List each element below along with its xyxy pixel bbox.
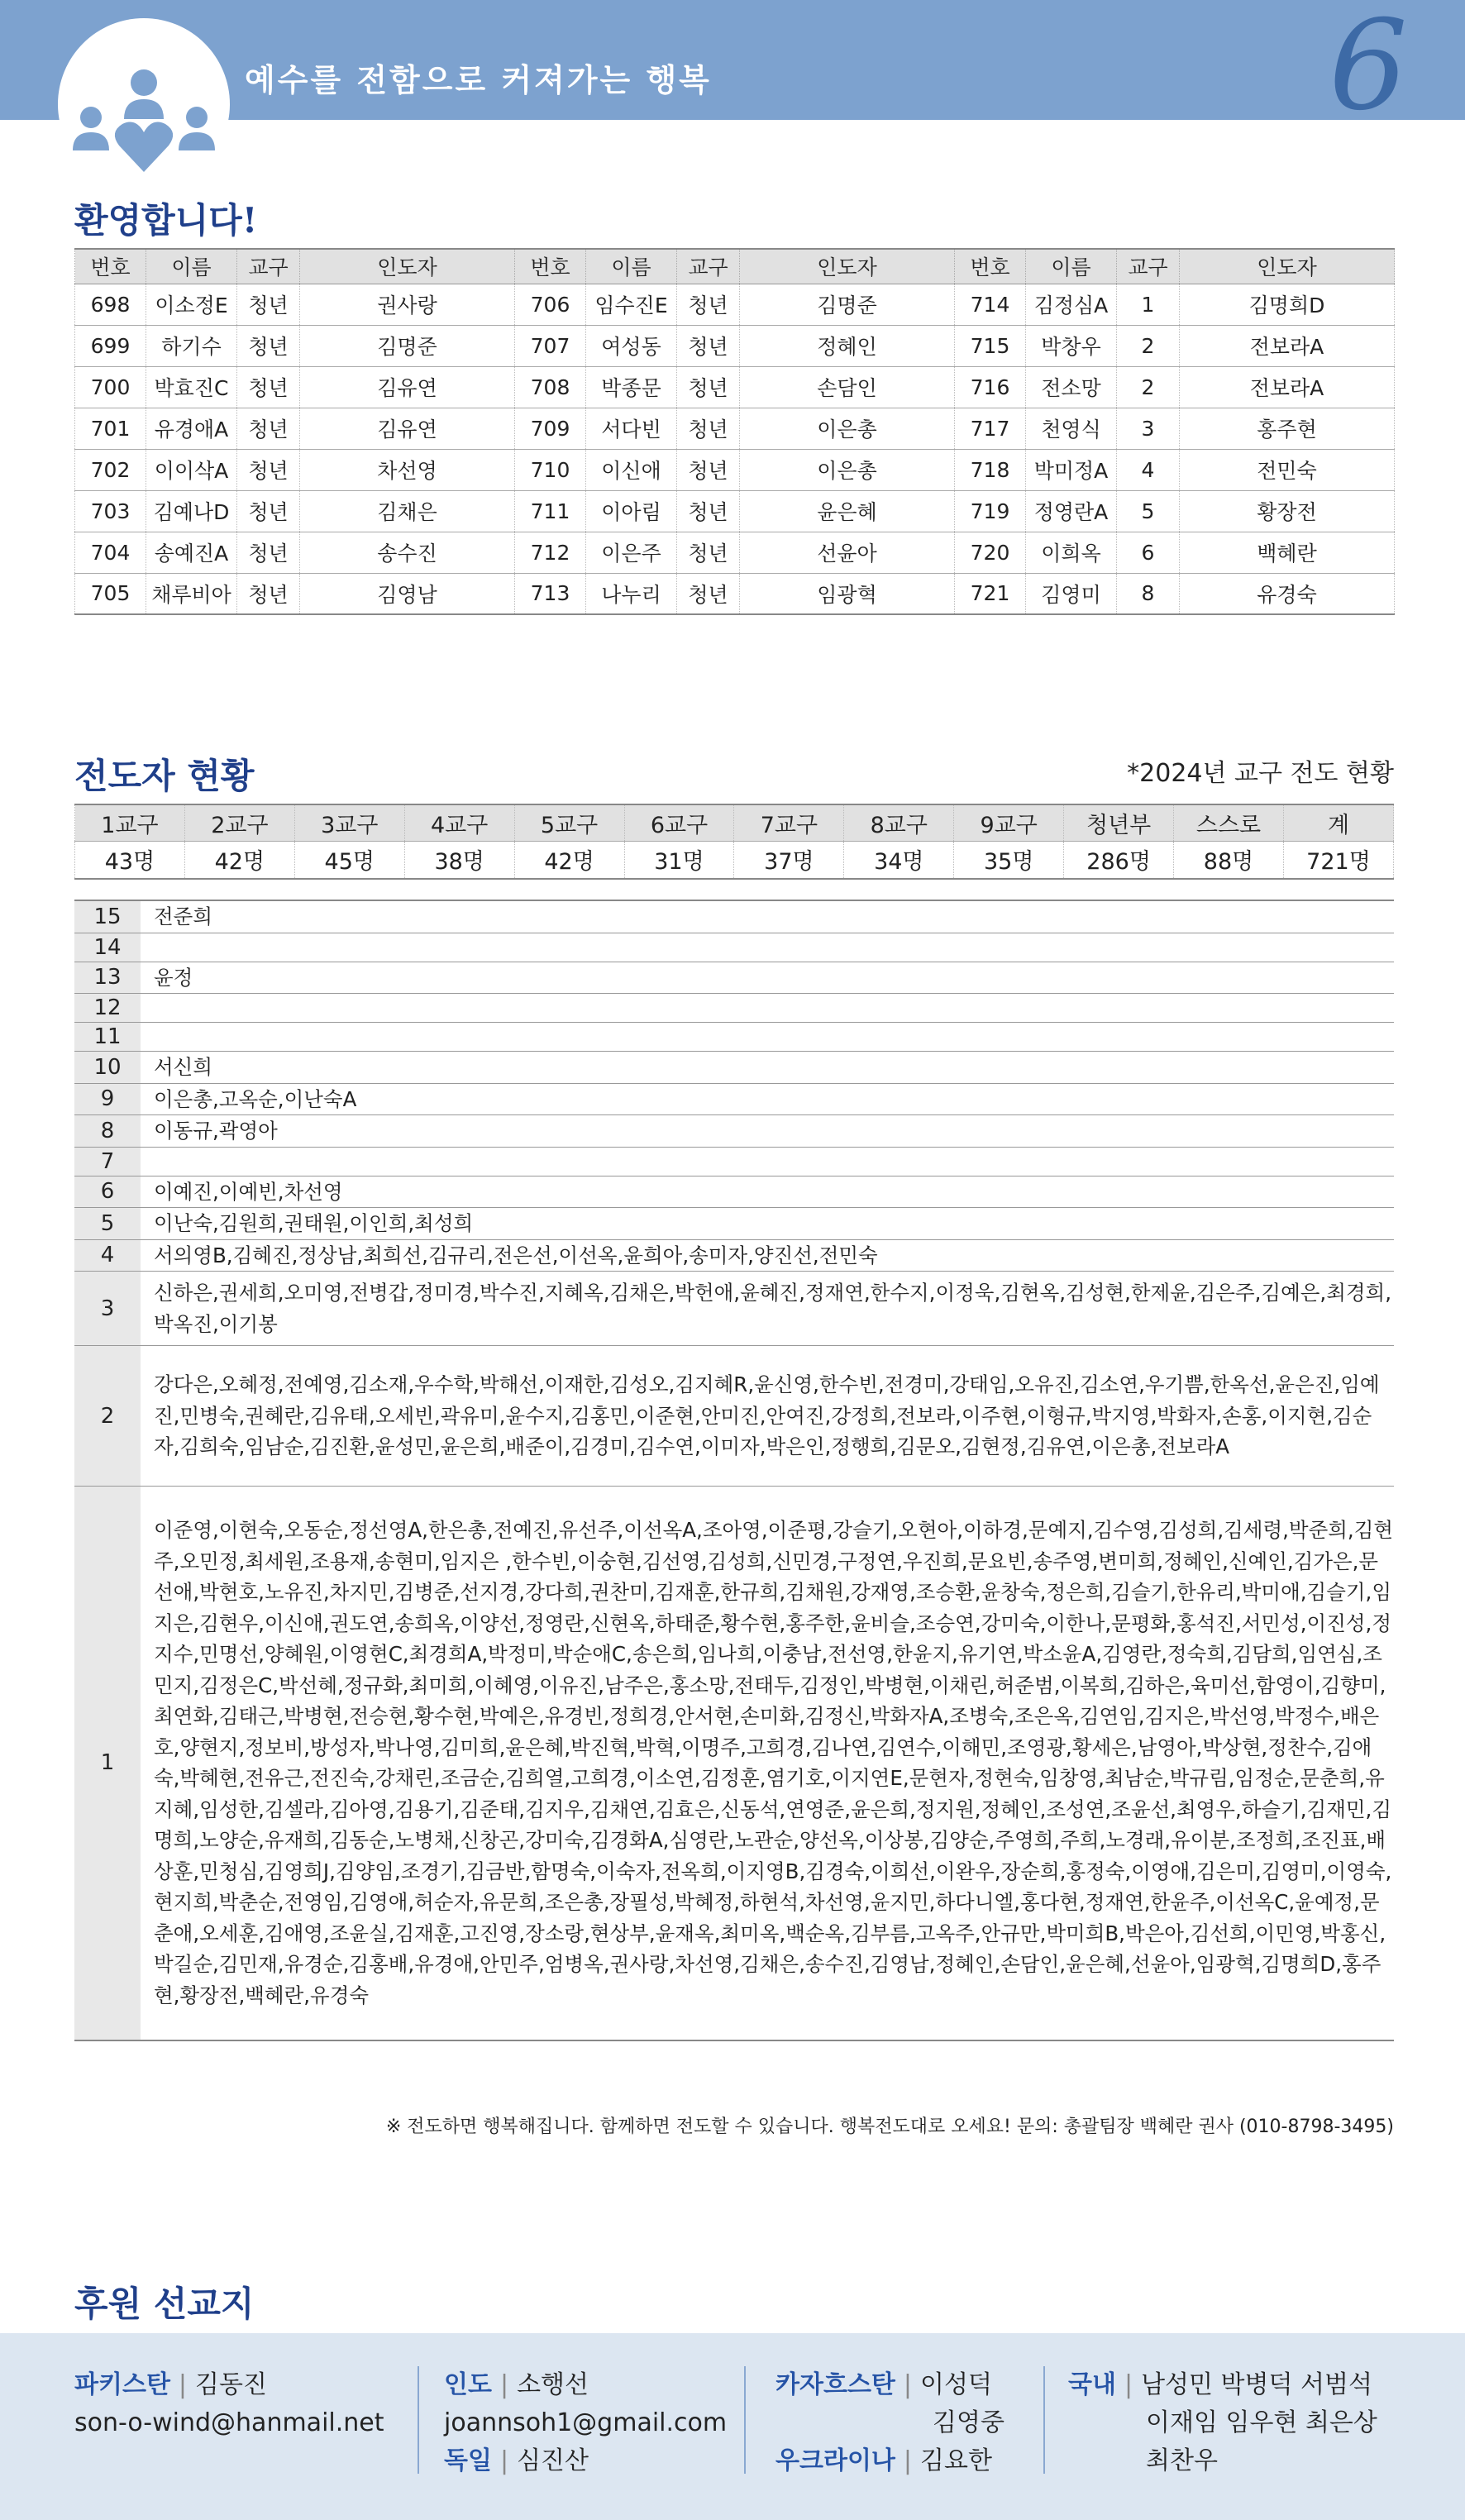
rank-row (74, 1346, 1394, 1487)
table-cell: 청년 (677, 284, 740, 325)
welcome-table (74, 248, 1395, 615)
column-header: 이름 (146, 249, 237, 284)
page-number: 6 (1329, 0, 1408, 138)
table-cell: 청년 (237, 490, 300, 532)
rank-names: 윤정 (141, 962, 1394, 994)
table-cell: 704 (75, 532, 146, 573)
table-cell: 709 (515, 408, 586, 449)
table-cell: 청년 (677, 408, 740, 449)
missionary-name: 소행선 (517, 2370, 589, 2399)
missionary-name: 남성민 박병덕 서범석 (1141, 2370, 1372, 2399)
table-cell: 청년 (677, 573, 740, 614)
table-cell: 720 (955, 532, 1026, 573)
table-cell: 나누리 (586, 573, 677, 614)
table-cell: 박창우 (1026, 325, 1117, 366)
district-count: 42명 (184, 841, 294, 879)
table-cell: 윤은혜 (740, 490, 955, 532)
table-cell: 705 (75, 573, 146, 614)
rank-row (74, 1239, 1394, 1272)
mission-country: 파키스탄 (74, 2370, 170, 2399)
district-header: 5교구 (514, 804, 624, 841)
table-cell: 715 (955, 325, 1026, 366)
missionary-name: 최찬우 (1146, 2446, 1218, 2475)
column-divider (1043, 2366, 1045, 2474)
rank-row (74, 1147, 1394, 1176)
table-cell: 김정심A (1026, 284, 1117, 325)
table-row (75, 366, 1395, 408)
table-cell: 3 (1117, 408, 1180, 449)
table-row (75, 490, 1395, 532)
table-cell: 1 (1117, 284, 1180, 325)
table-cell: 6 (1117, 532, 1180, 573)
district-count: 37명 (734, 841, 844, 879)
rank-row (74, 1176, 1394, 1208)
mission-country: 국내 (1068, 2370, 1116, 2399)
table-cell: 이아림 (586, 490, 677, 532)
table-cell: 이신애 (586, 449, 677, 490)
rank-names (141, 994, 1394, 1023)
missionaries-panel (0, 2333, 1465, 2520)
mission-domestic: 국내 | 남성민 박병덕 서범석 이재임 임우현 최은상 최찬우 (1068, 2366, 1377, 2480)
rank-level: 9 (74, 1083, 141, 1115)
table-cell: 698 (75, 284, 146, 325)
table-cell: 송수진 (300, 532, 515, 573)
rank-names: 서의영B,김혜진,정상남,최희선,김규리,전은선,이선옥,윤희아,송미자,양진선,전민숙 (141, 1239, 1394, 1272)
rank-level: 11 (74, 1023, 141, 1052)
column-header: 교구 (1117, 249, 1180, 284)
rank-names: 전준희 (141, 900, 1394, 933)
rank-level: 13 (74, 962, 141, 994)
rank-names: 이예진,이예빈,차선영 (141, 1176, 1394, 1208)
table-cell: 김명희D (1180, 284, 1395, 325)
table-cell: 홍주현 (1180, 408, 1395, 449)
column-divider (418, 2366, 419, 2474)
missionary-name: 김영중 (933, 2408, 1005, 2437)
district-count: 721명 (1283, 841, 1393, 879)
table-cell: 710 (515, 449, 586, 490)
district-count: 88명 (1174, 841, 1284, 879)
district-header: 청년부 (1064, 804, 1174, 841)
rank-row (74, 1272, 1394, 1346)
column-header: 인도자 (1180, 249, 1395, 284)
table-cell: 박효진C (146, 366, 237, 408)
mission-country: 우크라이나 (775, 2446, 895, 2475)
table-cell: 701 (75, 408, 146, 449)
rank-level: 7 (74, 1147, 141, 1176)
rank-names: 이준영,이현숙,오동순,정선영A,한은총,전예진,유선주,이선옥A,조아영,이준평,강슬기,오현아,이하경,문예지,김수영,김성희,김세령,박준희,김현주,오민정,최세원,조용재,송현미,임지은 ,한수빈,이숭현,김선영,김성희,신민경,구정연,우진희,문요빈,송주영,변미희,정혜인,신예인,김가은,문선애,박현호,노유진,차지민,김병준,선지경,강다희,권찬미,김재훈,한규희,김채원,강재영,조승환,윤창숙,정은희,김슬기,한유리,박미애,김슬기,임지은,김현우,이신애,권도연,송희옥,이양선,정영란,신현옥,하태준,황수현,홍주한,윤비슬,조승연,강미숙,이한나,문평화,홍석진,서민성,이진성,정지수,민명선,양혜원,이영현C,최경희A,박정미,박순애C,송은희,임나희,이충남,전선영,한윤지,유기연,박소윤A,김영란,정숙희,김담희,임연심,조민지,김정은C,박선혜,정규화,최미희,이혜영,이유진,남주은,홍소망,전태두,김정인,박병현,이채린,허준범,이복희,김하은,육미선,함영이,김향미,최연화,김태근,박병현,전승현,황수현,박예은,유경빈,정희경,안서현,손미화,김정신,박화자A,조병숙,조은옥,김연임,김지은,박선영,박정수,배은호,양현지,정보비,방성자,박나영,김미희,윤은혜,박진혁,박혁,이명주,고희경,김나연,김연수,이해민,조영광,황세은,남영아,박상현,정찬수,김애숙,박혜현,전유근,전진숙,강채린,조금순,김희열,고희경,이소연,김정훈,염기호,이지연E,문현자,정현숙,임창영,최남순,박규림,임정순,문춘희,유지혜,임성한,김셀라,김아영,김용기,김준태,김지우,김채연,김효은,신동석,연영준,윤은희,정지원,정혜인,조성연,조윤선,최영우,하슬기,김재민,김명희,노양순,유재희,김동순,노병채,신창곤,강미숙,김경화A,심영란,노관순,양선옥,이상봉,김양순,주영희,주희,노경래,유이분,조정희,조진표,배상훈,민청심,김영희J,김양임,조경기,김금반,함명숙,이숙자,전옥희,이지영B,김경숙,이희선,이완우,장순희,홍정숙,이영애,김은미,김영미,이영숙,현지희,박춘순,전영임,김영애,허순자,유문희,조은총,장필성,박혜정,하현석,차선영,윤지민,하다니엘,홍다현,정재연,한윤주,이선옥C,윤예정,문춘애,오세훈,김애영,조윤실,김재훈,고진영,장소랑,현상부,윤재옥,최미옥,백순옥,김부름,고옥주,안규만,박미희B,박은아,김선희,이민영,박홍신,박길순,김민재,유경순,김홍배,유경애,안민주,엄병옥,권사랑,차선영,김채은,송수진,김영남,정혜인,손담인,윤은혜,선윤아,임광혁,김명희D,홍주현,황장전,백혜란,유경숙 (141, 1487, 1394, 2040)
table-cell: 699 (75, 325, 146, 366)
table-cell: 이은총 (740, 408, 955, 449)
summary-header-row (75, 804, 1394, 841)
district-header: 6교구 (624, 804, 734, 841)
rank-row (74, 1115, 1394, 1148)
rank-level: 2 (74, 1346, 141, 1487)
table-row (75, 532, 1395, 573)
table-cell: 2 (1117, 325, 1180, 366)
rank-row (74, 900, 1394, 933)
table-cell: 김유연 (300, 366, 515, 408)
mission-country: 카자흐스탄 (775, 2370, 895, 2399)
table-cell: 하기수 (146, 325, 237, 366)
table-cell: 4 (1117, 449, 1180, 490)
table-cell: 권사랑 (300, 284, 515, 325)
table-cell: 김영남 (300, 573, 515, 614)
table-cell: 손담인 (740, 366, 955, 408)
district-count: 42명 (514, 841, 624, 879)
rank-level: 14 (74, 933, 141, 962)
district-count: 31명 (624, 841, 734, 879)
rank-row (74, 994, 1394, 1023)
table-row (75, 408, 1395, 449)
table-cell: 김영미 (1026, 573, 1117, 614)
table-cell: 송예진A (146, 532, 237, 573)
rank-level: 5 (74, 1208, 141, 1240)
table-cell: 여성동 (586, 325, 677, 366)
table-cell: 청년 (677, 366, 740, 408)
welcome-header-row (75, 249, 1395, 284)
table-cell: 임광혁 (740, 573, 955, 614)
table-cell: 유경숙 (1180, 573, 1395, 614)
district-header: 4교구 (404, 804, 514, 841)
table-cell: 선윤아 (740, 532, 955, 573)
district-header: 3교구 (294, 804, 404, 841)
table-cell: 707 (515, 325, 586, 366)
district-header: 1교구 (75, 804, 185, 841)
table-cell: 청년 (237, 284, 300, 325)
district-summary-table (74, 804, 1394, 880)
table-cell: 713 (515, 573, 586, 614)
table-cell: 정영란A (1026, 490, 1117, 532)
table-cell: 청년 (677, 449, 740, 490)
table-cell: 2 (1117, 366, 1180, 408)
table-cell: 721 (955, 573, 1026, 614)
missionary-email: joannsoh1@gmail.com (444, 2408, 728, 2437)
rank-names: 이난숙,김원희,권태원,이인희,최성희 (141, 1208, 1394, 1240)
table-cell: 702 (75, 449, 146, 490)
district-count: 38명 (404, 841, 514, 879)
rank-row (74, 962, 1394, 994)
table-cell: 이이삭A (146, 449, 237, 490)
column-header: 이름 (1026, 249, 1117, 284)
table-cell: 청년 (677, 490, 740, 532)
mission-india-germany: 인도 | 소행선 joannsoh1@gmail.com 독일 | 심진산 (444, 2370, 728, 2475)
table-cell: 김명준 (300, 325, 515, 366)
table-cell: 청년 (237, 449, 300, 490)
column-header: 인도자 (740, 249, 955, 284)
table-cell: 청년 (237, 573, 300, 614)
table-cell: 716 (955, 366, 1026, 408)
rank-names: 이동규,곽영아 (141, 1115, 1394, 1148)
rank-level: 15 (74, 900, 141, 933)
table-cell: 5 (1117, 490, 1180, 532)
header-title: 예수를 전함으로 커져가는 행복 (245, 62, 712, 98)
table-cell: 채루비아 (146, 573, 237, 614)
table-cell: 박종문 (586, 366, 677, 408)
column-header: 번호 (75, 249, 146, 284)
table-cell: 황장전 (1180, 490, 1395, 532)
mission-kazakhstan-ukraine: 카자흐스탄 | 이성덕 김영중 우크라이나 | 김요한 (775, 2370, 1005, 2475)
rank-names (141, 1147, 1394, 1176)
district-count: 286명 (1064, 841, 1174, 879)
rank-row (74, 1083, 1394, 1115)
table-cell: 전민숙 (1180, 449, 1395, 490)
column-header: 인도자 (300, 249, 515, 284)
table-cell: 청년 (237, 366, 300, 408)
table-row (75, 325, 1395, 366)
table-cell: 청년 (237, 408, 300, 449)
table-cell: 유경애A (146, 408, 237, 449)
rank-row (74, 1487, 1394, 2040)
column-header: 번호 (515, 249, 586, 284)
family-heart-icon (58, 58, 230, 182)
table-cell: 청년 (237, 325, 300, 366)
table-cell: 차선영 (300, 449, 515, 490)
table-cell: 이소정E (146, 284, 237, 325)
missionary-email: son-o-wind@hanmail.net (74, 2408, 384, 2437)
district-count: 35명 (954, 841, 1064, 879)
mission-country: 독일 (444, 2446, 492, 2475)
table-cell: 711 (515, 490, 586, 532)
missionary-name: 김동진 (195, 2370, 267, 2399)
evangelist-rank-table (74, 900, 1394, 2041)
table-cell: 이은총 (740, 449, 955, 490)
district-count: 43명 (75, 841, 185, 879)
table-row (75, 284, 1395, 325)
table-cell: 714 (955, 284, 1026, 325)
table-cell: 임수진E (586, 284, 677, 325)
district-header: 7교구 (734, 804, 844, 841)
rank-level: 1 (74, 1487, 141, 2040)
missionary-name: 김요한 (920, 2446, 992, 2475)
table-cell: 전소망 (1026, 366, 1117, 408)
column-divider (744, 2366, 746, 2474)
table-row (75, 449, 1395, 490)
rank-level: 4 (74, 1239, 141, 1272)
table-cell: 천영식 (1026, 408, 1117, 449)
column-header: 교구 (677, 249, 740, 284)
rank-names: 신하은,권세희,오미영,전병갑,정미경,박수진,지혜옥,김채은,박헌애,윤혜진,정재연,한수지,이정욱,김현옥,김성현,한제윤,김은주,김예은,최경희,박옥진,이기봉 (141, 1272, 1394, 1346)
rank-names: 서신희 (141, 1052, 1394, 1084)
rank-row (74, 1052, 1394, 1084)
evangelists-year-note: *2024년 교구 전도 현황 (1127, 759, 1394, 788)
table-row (75, 573, 1395, 614)
table-cell: 전보라A (1180, 366, 1395, 408)
district-header: 2교구 (184, 804, 294, 841)
table-cell: 700 (75, 366, 146, 408)
table-cell: 김유연 (300, 408, 515, 449)
welcome-heading: 환영합니다! (74, 200, 258, 241)
rank-row (74, 933, 1394, 962)
rank-row (74, 1023, 1394, 1052)
table-cell: 청년 (677, 325, 740, 366)
evangelism-footer-note: ※ 전도하면 행복해집니다. 함께하면 전도할 수 있습니다. 행복전도대로 오세요! 문의: 총괄팀장 백혜란 권사 (010-8798-3495) (385, 2117, 1394, 2137)
table-cell: 718 (955, 449, 1026, 490)
table-cell: 703 (75, 490, 146, 532)
column-header: 번호 (955, 249, 1026, 284)
rank-level: 10 (74, 1052, 141, 1084)
rank-level: 3 (74, 1272, 141, 1346)
table-cell: 전보라A (1180, 325, 1395, 366)
table-cell: 717 (955, 408, 1026, 449)
column-header: 교구 (237, 249, 300, 284)
evangelists-heading: 전도자 현황 (74, 756, 255, 796)
summary-value-row (75, 841, 1394, 879)
table-cell: 이희옥 (1026, 532, 1117, 573)
district-header: 8교구 (844, 804, 954, 841)
rank-level: 6 (74, 1176, 141, 1208)
rank-names: 이은총,고옥순,이난숙A (141, 1083, 1394, 1115)
table-cell: 708 (515, 366, 586, 408)
mission-pakistan: 파키스탄 | 김동진 son-o-wind@hanmail.net (74, 2366, 384, 2442)
table-cell: 8 (1117, 573, 1180, 614)
column-header: 이름 (586, 249, 677, 284)
table-cell: 이은주 (586, 532, 677, 573)
rank-names (141, 933, 1394, 962)
table-cell: 청년 (237, 532, 300, 573)
rank-level: 8 (74, 1115, 141, 1148)
table-cell: 김채은 (300, 490, 515, 532)
district-header: 계 (1283, 804, 1393, 841)
missionary-name: 이재임 임우현 최은상 (1146, 2408, 1377, 2437)
table-cell: 청년 (677, 532, 740, 573)
table-cell: 712 (515, 532, 586, 573)
district-count: 34명 (844, 841, 954, 879)
rank-names: 강다은,오혜정,전예영,김소재,우수학,박해선,이재한,김성오,김지혜R,윤신영,한수빈,전경미,강태임,오유진,김소연,우기쁨,한옥선,윤은진,임예진,민병숙,권혜란,김유태,오세빈,곽유미,윤수지,김홍민,이준현,안미진,안여진,강정희,전보라,이주현,이형규,박지영,박화자,손홍,이지현,김순자,김희숙,임남순,김진환,윤성민,윤은희,배준이,김경미,김수연,이미자,박은인,정행희,김문오,김현정,김유연,이은총,전보라A (141, 1346, 1394, 1487)
missionaries-heading: 후원 선교지 (74, 2284, 255, 2324)
table-cell: 서다빈 (586, 408, 677, 449)
district-count: 45명 (294, 841, 404, 879)
missionary-name: 심진산 (517, 2446, 589, 2475)
rank-row (74, 1208, 1394, 1240)
table-cell: 719 (955, 490, 1026, 532)
rank-level: 12 (74, 994, 141, 1023)
district-header: 스스로 (1174, 804, 1284, 841)
missionary-name: 이성덕 (920, 2370, 992, 2399)
table-cell: 박미정A (1026, 449, 1117, 490)
district-header: 9교구 (954, 804, 1064, 841)
mission-country: 인도 (444, 2370, 492, 2399)
table-cell: 백혜란 (1180, 532, 1395, 573)
table-cell: 김예나D (146, 490, 237, 532)
rank-names (141, 1023, 1394, 1052)
table-cell: 706 (515, 284, 586, 325)
table-cell: 김명준 (740, 284, 955, 325)
table-cell: 정혜인 (740, 325, 955, 366)
